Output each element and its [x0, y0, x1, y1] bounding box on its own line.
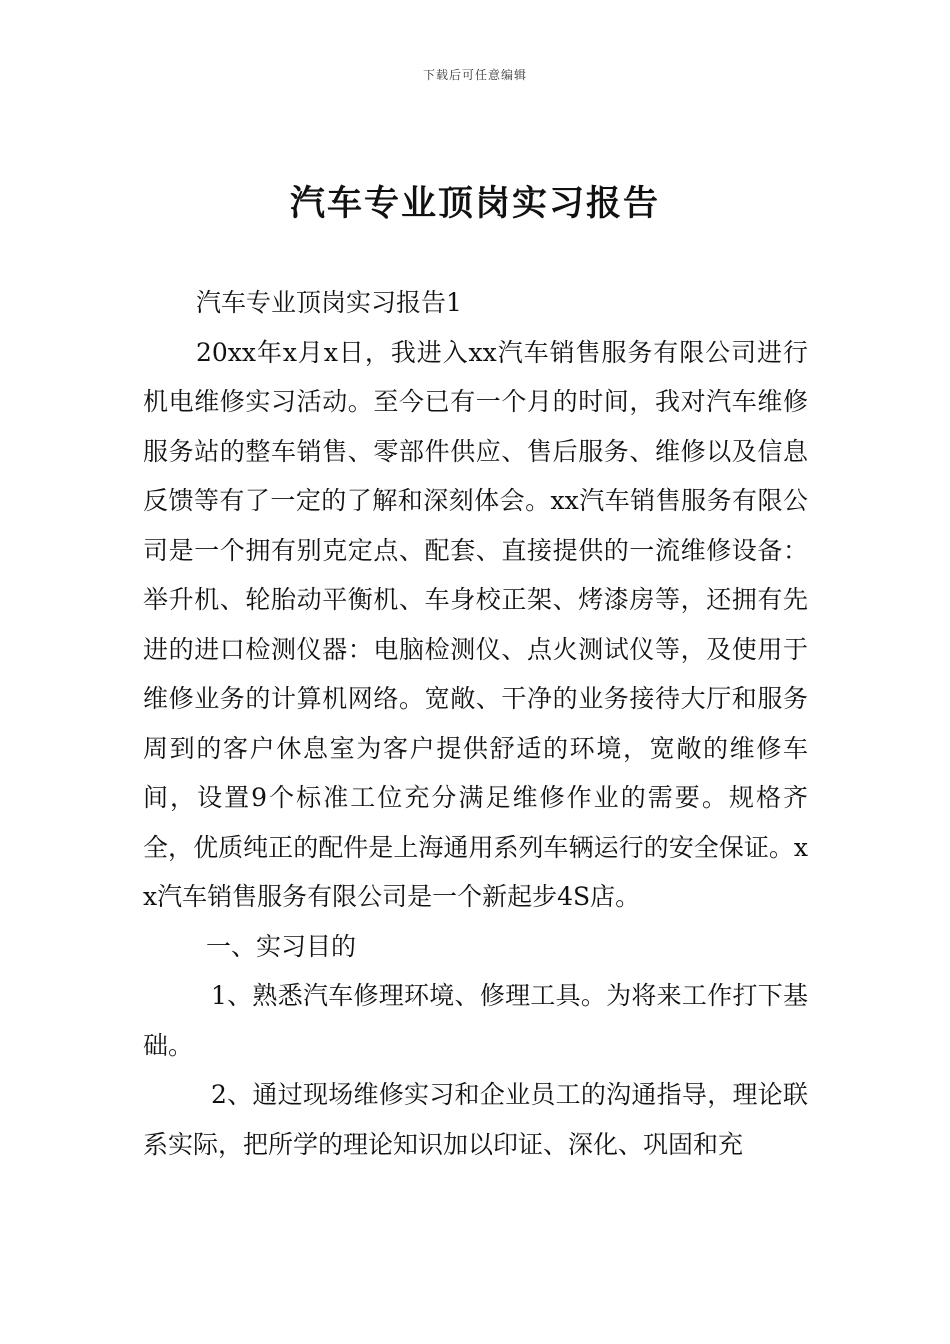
report-subtitle: 汽车专业顶岗实习报告1: [196, 288, 462, 317]
header-note: 下载后可任意编辑: [422, 68, 527, 82]
purpose-item-1: 1、熟悉汽车修理环境、修理工具。为将来工作打下基础。: [143, 981, 808, 1060]
document-body: [143, 278, 808, 1169]
document-title: 汽车专业顶岗实习报告: [289, 183, 660, 224]
intro-paragraph: 20xx年x月x日，我进入xx汽车销售服务有限公司进行机电维修实习活动。至今已有一个月的时间，我对汽车维修服务站的整车销售、零部件供应、售后服务、维修以及信息反馈等有了一定的了解和深刻体会。xx汽车销售服务有限公司是一个拥有别克定点、配套、直接提供的一流维修设备：举升机、轮胎动平衡机、车身校正架、烤漆房等，还拥有先进的进口检测仪器：电脑检测仪、点火测试仪等，及使用于维修业务的计算机网络。宽敞、干净的业务接待大厅和服务周到的客户休息室为客户提供舒适的环境，宽敞的维修车间，设置9个标准工位充分满足维修作业的需要。规格齐全，优质纯正的配件是上海通用系列车辆运行的安全保证。xx汽车销售服务有限公司是一个新起步4S店。: [143, 337, 808, 911]
section-heading-purpose: 一、实习目的: [206, 931, 357, 961]
purpose-item-2: 2、通过现场维修实习和企业员工的沟通指导，理论联系实际，把所学的理论知识加以印证、深化、巩固和充: [143, 1080, 808, 1159]
